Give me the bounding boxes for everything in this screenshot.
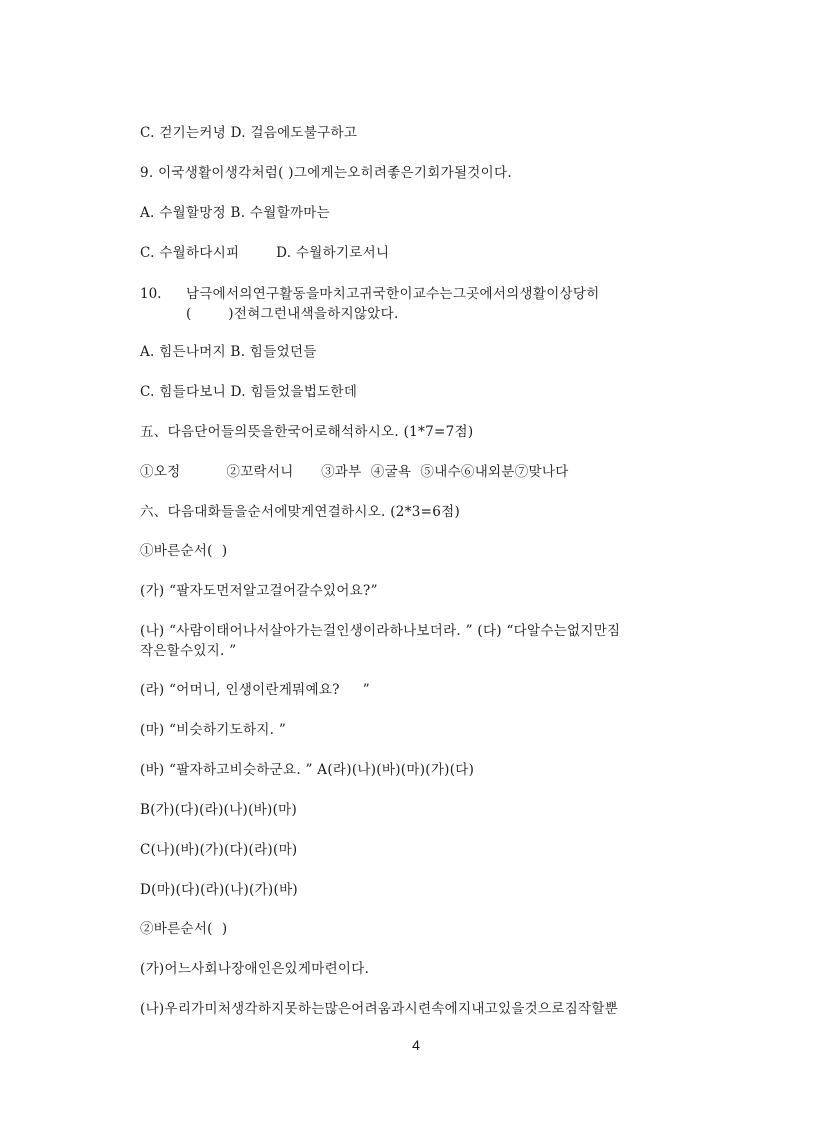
q8-options-cd: C. 걷기는커녕 D. 걸음에도불구하고 [140, 125, 358, 141]
q10-options-ab: A. 힘든나머지 B. 힘들었던들 [140, 344, 317, 360]
dialogue-ba-option-a: (바) “팔자하고비슷하군요. ” A(라)(나)(바)(마)(가)(다) [140, 762, 475, 778]
order-option-c: C(나)(바)(가)(다)(라)(마) [140, 842, 298, 858]
section-5-words: ①오정 ②꼬락서니 ③과부 ④굴욕 ⑤내수⑥내외분⑦맞나다 [140, 464, 569, 480]
order-question-1: ①바른순서( ) [140, 543, 228, 559]
section-6-heading: 六、다음대화들을순서에맞게연결하시오. (2*3=6점) [140, 504, 461, 520]
section-5-heading: 五、다음단어들의뜻을한국어로해석하시오. (1*7=7점) [140, 424, 474, 440]
dialogue-na-da: (나) “사람이태어나서살아가는걸인생이라하나보더라. ” (다) “다알수는없지만짐 [140, 623, 621, 639]
dialogue-da-continued: 작은할수있지. ” [140, 643, 237, 659]
q9-options-cd: C. 수월하다시피 D. 수월하기로서니 [140, 245, 390, 261]
sentence-na: (나)우리가미처생각하지못하는많은어려움과시련속에지내고있을것으로짐작할뿐 [140, 1001, 619, 1017]
question-10-line2: ( )전혀그런내색을하지않았다. [186, 306, 399, 322]
sentence-ga: (가)어느사회나장애인은있게마련이다. [140, 961, 370, 977]
page-number: 4 [412, 1037, 420, 1053]
order-option-b: B(가)(다)(라)(나)(바)(마) [140, 802, 298, 818]
q9-options-ab: A. 수월할망정 B. 수월할까마는 [140, 205, 330, 221]
order-option-d: D(마)(다)(라)(나)(가)(바) [140, 882, 298, 898]
order-question-2: ②바른순서( ) [140, 921, 228, 937]
dialogue-ra: (라) “어머니, 인생이란게뭐예요? ” [140, 682, 370, 698]
q10-options-cd: C. 힘들다보니 D. 힘들었을법도한데 [140, 384, 358, 400]
question-10-number: 10. [140, 286, 162, 302]
question-9: 9. 이국생활이생각처럼( )그에게는오히려좋은기회가될것이다. [140, 165, 512, 181]
dialogue-ga: (가) “팔자도먼저알고걸어갈수있어요?” [140, 583, 378, 599]
question-10-line1: 남극에서의연구활동을마치고귀국한이교수는그곳에서의생활이상당히 [186, 286, 600, 302]
dialogue-ma: (마) “비슷하기도하지. ” [140, 722, 287, 738]
